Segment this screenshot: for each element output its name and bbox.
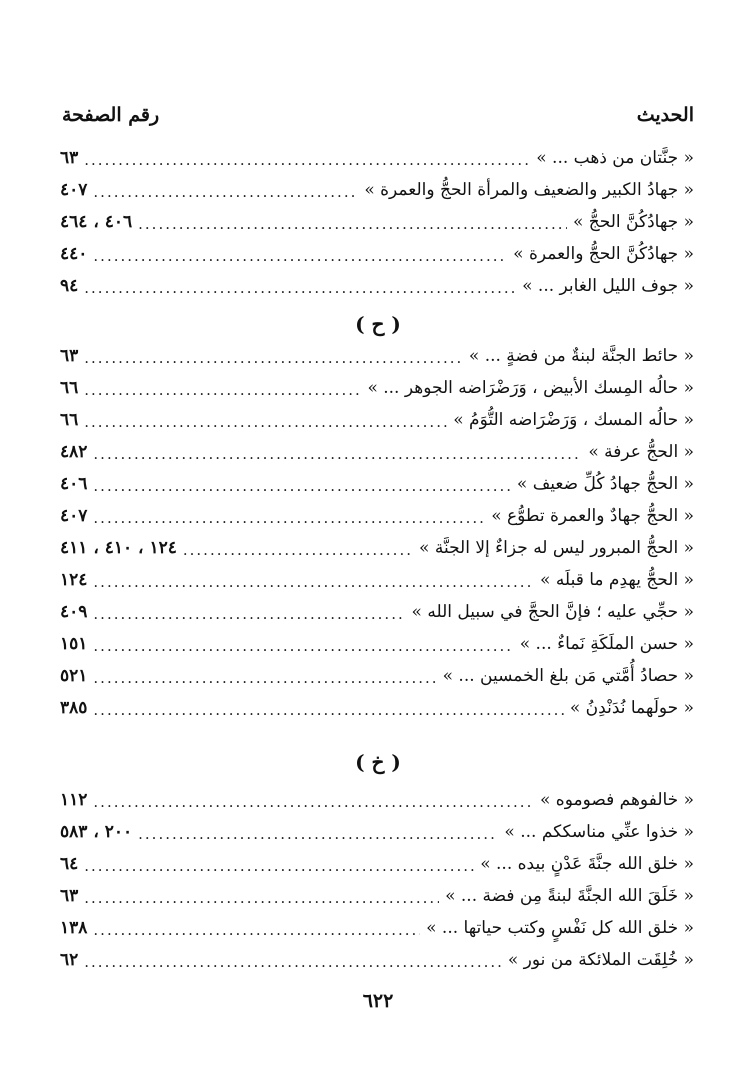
dot-leader bbox=[93, 917, 420, 939]
page-reference: ١٢٤ ، ٤١٠ ، ٤١١ bbox=[60, 538, 177, 558]
hadith-column-title: الحديث bbox=[636, 104, 694, 126]
index-entry-row bbox=[60, 532, 694, 564]
page-reference: ٦٣ bbox=[60, 346, 79, 366]
hadith-text: « حالُه المِسك الأبيض ، وَرَضْرَاضه الجوهر ... » bbox=[367, 378, 694, 398]
page-reference: ٤٤٠ bbox=[60, 244, 88, 264]
page-reference: ٤٠٦ ، ٤٦٤ bbox=[60, 212, 133, 232]
hadith-text: « خالفوهم فصوموه » bbox=[540, 790, 694, 810]
dot-leader bbox=[93, 243, 507, 265]
hadith-text: « جنَّتان من ذهب ... » bbox=[536, 148, 694, 168]
page-reference: ١٣٨ bbox=[60, 918, 88, 938]
hadith-text: « حائط الجنَّة لبنةٌ من فضةٍ ... » bbox=[468, 346, 694, 366]
dot-leader bbox=[84, 853, 474, 875]
dot-leader bbox=[93, 789, 534, 811]
hadith-text: « حولَهما نُدَنْدِنُ » bbox=[569, 698, 694, 718]
dot-leader bbox=[84, 377, 361, 399]
hadith-text: « حصادُ أُمَّتي مَن بلغ الخمسين ... » bbox=[442, 666, 694, 686]
dot-leader bbox=[138, 211, 567, 233]
index-entry-row bbox=[60, 692, 694, 724]
dot-leader bbox=[93, 441, 582, 463]
section-letter-kha: ( خ ) bbox=[355, 750, 401, 774]
dot-leader bbox=[84, 147, 530, 169]
page-reference: ٣٨٥ bbox=[60, 698, 88, 718]
page-reference: ١٥١ bbox=[60, 634, 88, 654]
hadith-text: « الحجُّ المبرور ليس له جزاءٌ إلا الجنَّة » bbox=[419, 538, 694, 558]
index-entry-row bbox=[60, 596, 694, 628]
dot-leader bbox=[138, 821, 498, 843]
index-entry-row bbox=[60, 436, 694, 468]
dot-leader bbox=[93, 665, 436, 687]
entries-group-jim bbox=[60, 142, 694, 302]
entries-group-kha bbox=[60, 784, 694, 976]
section-letter-ha: ( ح ) bbox=[355, 312, 401, 336]
index-entry-row bbox=[60, 238, 694, 270]
dot-leader bbox=[93, 569, 534, 591]
dot-leader bbox=[93, 505, 485, 527]
dot-leader bbox=[84, 949, 502, 971]
index-entry-row bbox=[60, 206, 694, 238]
hadith-text: « خلق الله جنَّةَ عَدْنٍ بيده ... » bbox=[480, 854, 694, 874]
hadith-text: « الحجُّ جهادُ كُلِّ ضعيف » bbox=[516, 474, 694, 494]
hadith-text: « حالُه المسك ، وَرَضْرَاضه التُّوَمُ » bbox=[453, 410, 694, 430]
index-entry-row bbox=[60, 404, 694, 436]
dot-leader bbox=[84, 885, 439, 907]
dot-leader bbox=[93, 633, 513, 655]
page-reference: ٥٢١ bbox=[60, 666, 88, 686]
index-entry-row bbox=[60, 564, 694, 596]
hadith-text: « جهادُكُنَّ الحجُّ والعمرة » bbox=[513, 244, 694, 264]
page-reference: ٤٠٦ bbox=[60, 474, 88, 494]
page-reference: ٤٨٢ bbox=[60, 442, 88, 462]
page-reference: ٩٤ bbox=[60, 276, 79, 296]
page-reference: ٤٠٧ bbox=[60, 180, 88, 200]
dot-leader bbox=[93, 473, 510, 495]
index-entry-row bbox=[60, 816, 694, 848]
dot-leader bbox=[93, 697, 563, 719]
index-entry-row bbox=[60, 944, 694, 976]
page-reference: ٦٤ bbox=[60, 854, 79, 874]
index-entry-row bbox=[60, 142, 694, 174]
index-entry-row bbox=[60, 628, 694, 660]
page-reference: ٤٠٧ bbox=[60, 506, 88, 526]
hadith-text: « خلق الله كل نَفْسٍ وكتب حياتها ... » bbox=[426, 918, 694, 938]
dot-leader bbox=[84, 409, 447, 431]
page-reference: ٦٣ bbox=[60, 148, 79, 168]
page-reference: ٤٠٩ bbox=[60, 602, 88, 622]
page-reference: ٦٦ bbox=[60, 378, 79, 398]
hadith-text: « خَلَقَ الله الجنَّةَ لبنةً مِن فضة ... » bbox=[445, 886, 694, 906]
index-entry-row bbox=[60, 880, 694, 912]
hadith-text: « حجِّي عليه ؛ فإنَّ الحجَّ في سبيل الله » bbox=[411, 602, 694, 622]
page-reference: ٦٢ bbox=[60, 950, 79, 970]
hadith-text: « الحجُّ عرفة » bbox=[588, 442, 694, 462]
index-entry-row bbox=[60, 174, 694, 206]
page-reference: ٦٣ bbox=[60, 886, 79, 906]
hadith-text: « خذوا عنِّي مناسككم ... » bbox=[504, 822, 694, 842]
hadith-text: « جهادُ الكبير والضعيف والمرأة الحجُّ والعمرة » bbox=[364, 180, 694, 200]
hadith-text: « حسن الملَكَةِ نَماءٌ ... » bbox=[519, 634, 694, 654]
index-entry-row bbox=[60, 372, 694, 404]
index-entry-row bbox=[60, 660, 694, 692]
dot-leader bbox=[183, 537, 413, 559]
page-reference: ١١٢ bbox=[60, 790, 88, 810]
hadith-text: « الحجُّ جهادٌ والعمرة تطوُّع » bbox=[491, 506, 694, 526]
page-number-column-title: رقم الصفحة bbox=[62, 104, 160, 126]
hadith-text: « جوف الليل الغابر ... » bbox=[522, 276, 694, 296]
index-entry-row bbox=[60, 340, 694, 372]
entries-group-ha bbox=[60, 340, 694, 724]
index-entry-row bbox=[60, 500, 694, 532]
index-entry-row bbox=[60, 848, 694, 880]
hadith-text: « الحجُّ يهدِم ما قبلَه » bbox=[540, 570, 694, 590]
dot-leader bbox=[84, 275, 516, 297]
index-entry-row bbox=[60, 784, 694, 816]
index-header bbox=[62, 100, 694, 130]
index-entry-row bbox=[60, 468, 694, 500]
page-reference: ٦٦ bbox=[60, 410, 79, 430]
dot-leader bbox=[93, 179, 358, 201]
page-reference: ٢٠٠ ، ٥٨٣ bbox=[60, 822, 133, 842]
page-footer-number: ٦٢٢ bbox=[362, 990, 394, 1012]
dot-leader bbox=[93, 601, 405, 623]
dot-leader bbox=[84, 345, 463, 367]
index-entry-row bbox=[60, 912, 694, 944]
hadith-text: « جهادُكُنَّ الحجُّ » bbox=[573, 212, 694, 232]
hadith-text: « خُلِقَت الملائكة من نور » bbox=[507, 950, 694, 970]
page-reference: ١٢٤ bbox=[60, 570, 88, 590]
index-entry-row bbox=[60, 270, 694, 302]
